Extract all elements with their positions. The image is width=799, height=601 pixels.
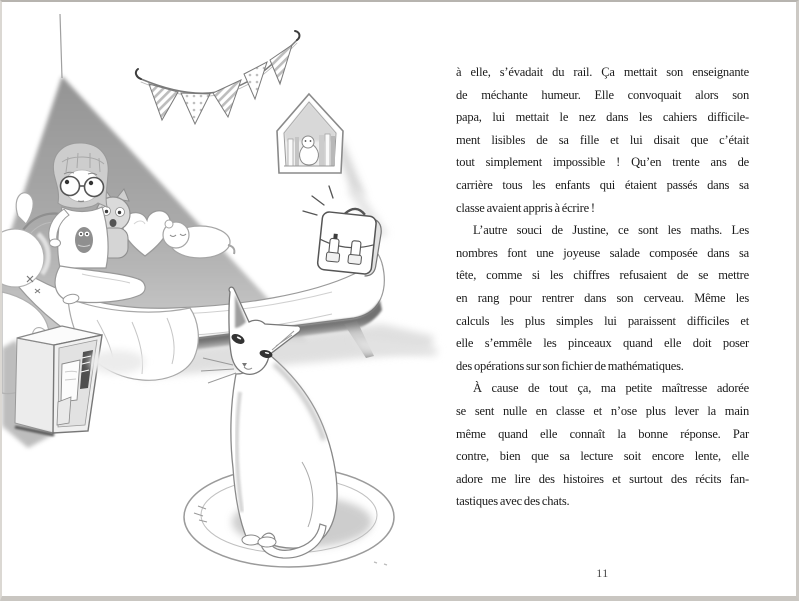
cat-body [231,356,337,548]
pennant-flag [244,62,267,99]
cat-paw [242,535,260,545]
text-line: papa, lui mettait le nez dans les cahiers difficile- [456,110,749,125]
text-block [456,61,749,513]
text-line: classe avaient appris à écrire ! [456,200,595,215]
floor-specks [374,562,387,565]
girl-mouth [78,201,84,202]
paragraph [456,61,749,219]
pajama-owl-print [75,227,93,253]
text-line: en rang pour rentrer dans son cerveau. Même les [456,290,749,305]
cat-paw [258,537,276,547]
text-line: se sent nulle en classe et n’ose plus lever la main [456,403,749,418]
paragraph [456,219,749,377]
text-line: de méchante humeur. Elle convoquait alors son [456,87,749,102]
text-line: même quand elle connaît la bonne réponse. Par [456,426,749,441]
girl-hand [50,239,61,247]
text-line: tastiques avec des chats. [456,494,570,509]
text-line: L’autre souci de Justine, ce sont les maths. Les [473,223,749,238]
text-line: des opérations sur son fichier de mathématiques. [456,358,684,373]
text-line: contre, bien que sa lecture soit encore lente, elle [456,449,749,464]
illustration-page [2,2,447,596]
school-satchel [303,186,383,277]
text-line: tête, comme si les chiffres refusaient de se mettre [456,268,749,283]
text-line: à elle, s’évadait du rail. Ça mettait son enseignante [456,65,749,79]
pennant-flag [213,80,241,117]
text-line: elle s’emmêle les pinceaux quand elle doit poser [456,336,749,351]
text-line: À cause de tout ça, ma petite maîtresse adorée [473,381,749,396]
bunting-garland [136,31,300,124]
satchel-rays [303,186,333,215]
bedroom-illustration [2,2,447,596]
garland-left-hook [136,69,141,79]
paragraph [456,377,749,513]
pennant-flag [181,93,210,124]
text-line: carrière tous les enfants qui étaient passés dans sa [456,177,749,192]
text-line: calculs les plus simples lui paraissent difficiles et [456,313,749,328]
house-shelf [277,94,343,173]
text-line: adore me lire des histoires et surtout des récits fan- [456,471,749,486]
text-line: nombres font une joyeuse salade composée dans sa [456,245,749,260]
text-line: ment lisibles de sa fille et lui disait que c’était [456,132,749,147]
text-line: tout simplement impossible ! Qu’en trente ans de [456,155,749,170]
page-number: 11 [596,566,609,580]
wall-corner-line [60,14,62,78]
text-page [454,2,750,596]
pennant-flag [270,45,292,84]
garland-right-hook [295,31,299,40]
